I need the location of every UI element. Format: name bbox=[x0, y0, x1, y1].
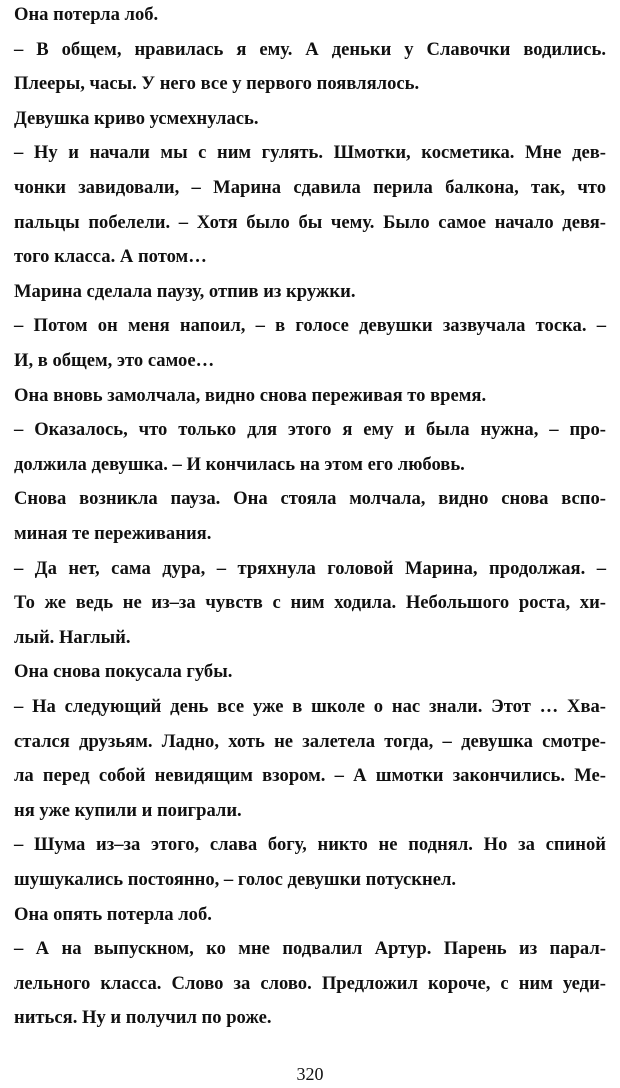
text-line: Она снова покусала губы. bbox=[14, 661, 233, 683]
text-line: – Потом он меня напоил, – в голосе девушки зазвучала тоска. – bbox=[14, 315, 606, 337]
text-line: – Оказалось, что только для этого я ему и была нужна, – про- bbox=[14, 419, 606, 441]
text-line: лельного класса. Слово за слово. Предложил короче, с ним уеди- bbox=[14, 972, 606, 994]
text-line: лый. Наглый. bbox=[14, 626, 131, 648]
text-line: шушукались постоянно, – голос девушки потускнел. bbox=[14, 869, 457, 890]
text-line: Плееры, часы. У него все у первого появлялось. bbox=[14, 73, 420, 95]
text-line: – Ну и начали мы с ним гулять. Шмотки, косметика. Мне дев- bbox=[14, 142, 606, 164]
text-line: – Шума из–за этого, слава богу, никто не поднял. Но за спиной bbox=[14, 834, 606, 856]
text-line: стался друзьям. Ладно, хоть не залетела тогда, – девушка смотре- bbox=[14, 730, 606, 752]
text-line: должила девушка. – И кончилась на этом его любовь. bbox=[14, 453, 465, 475]
text-line: Снова возникла пауза. Она стояла молчала, видно снова вспо- bbox=[14, 488, 606, 510]
text-line: – В общем, нравилась я ему. А деньки у Славочки водились. bbox=[14, 38, 606, 60]
text-line: Марина сделала паузу, отпив из кружки. bbox=[14, 280, 356, 302]
text-line: того класса. А потом… bbox=[14, 246, 207, 268]
text-line: пальцы побелели. – Хотя было бы чему. Было самое начало девя- bbox=[14, 211, 606, 233]
text-line: Девушка криво усмехнулась. bbox=[14, 107, 259, 129]
text-line: Она потерла лоб. bbox=[14, 4, 159, 25]
text-line: ниться. Ну и получил по роже. bbox=[14, 1007, 272, 1029]
text-line: миная те переживания. bbox=[14, 523, 212, 544]
text-line: – На следующий день все уже в школе о нас знали. Этот … Хва- bbox=[14, 696, 606, 717]
text-line: – Да нет, сама дура, – тряхнула головой Марина, продолжая. – bbox=[14, 557, 606, 579]
text-line: То же ведь не из–за чувств с ним ходила. Небольшого роста, хи- bbox=[14, 592, 606, 614]
text-line: чонки завидовали, – Марина сдавила перила балкона, так, что bbox=[14, 177, 606, 198]
text-line: ла перед собой невидящим взором. – А шмотки закончились. Ме- bbox=[14, 765, 606, 787]
text-line: Она вновь замолчала, видно снова переживая то время. bbox=[14, 384, 487, 406]
text-line: – А на выпускном, ко мне подвалил Артур. Парень из парал- bbox=[14, 938, 606, 960]
page-number: 320 bbox=[296, 1064, 324, 1084]
text-line: Она опять потерла лоб. bbox=[14, 903, 212, 925]
text-line: И, в общем, это самое… bbox=[14, 350, 215, 371]
text-line: ня уже купили и поиграли. bbox=[14, 799, 242, 821]
